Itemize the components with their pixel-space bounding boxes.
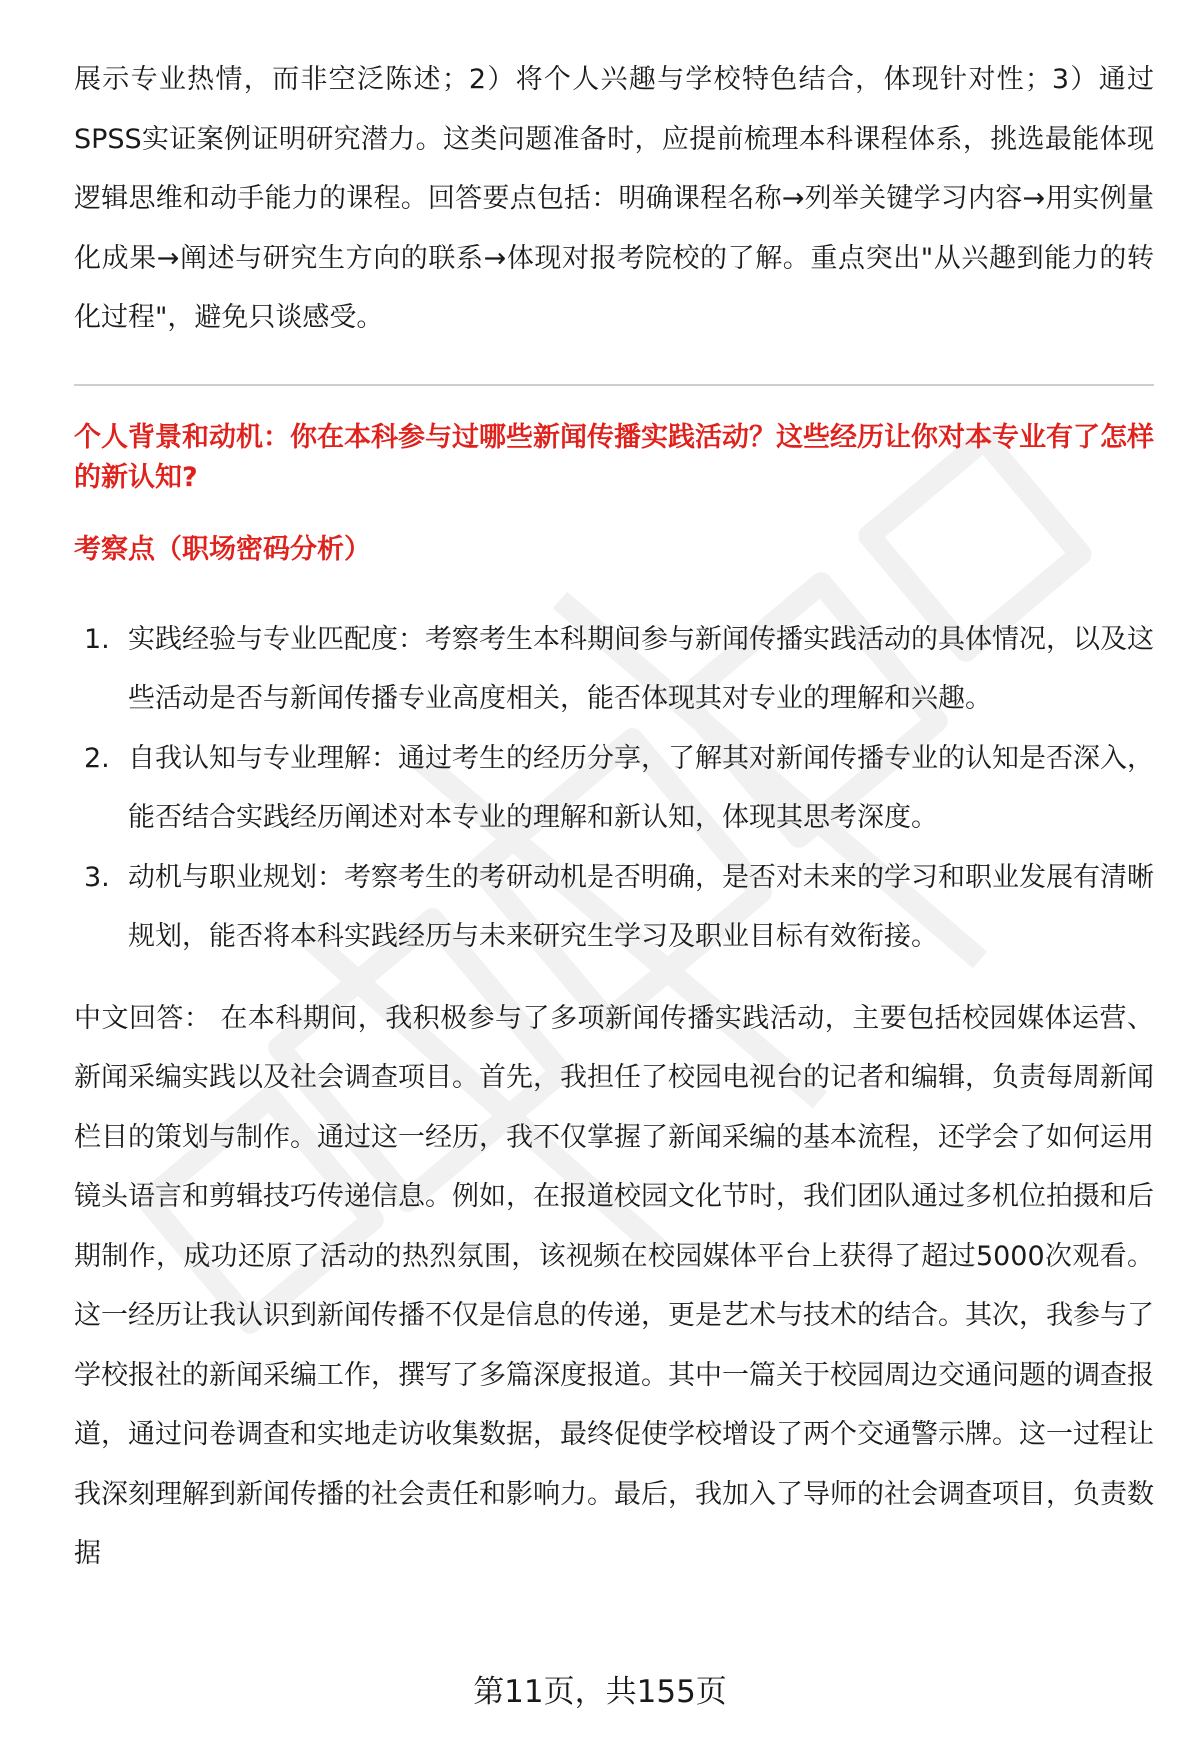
section-divider — [74, 384, 1154, 386]
list-number: 1. — [84, 623, 110, 655]
list-item — [74, 729, 1154, 848]
list-item — [74, 610, 1154, 729]
evaluation-points-list — [74, 610, 1154, 967]
evaluation-points-heading: 考察点（职场密码分析） — [74, 533, 371, 565]
paragraph-top: 展示专业热情，而非空泛陈述；2）将个人兴趣与学校特色结合，体现针对性；3）通过SPSS实证案例证明研究潜力。这类问题准备时，应提前梳理本科课程体系，挑选最能体现逻辑思维和动手能力的课程。回答要点包括：明确课程名称→列举关键学习内容→用实例量化成果→阐述与研究生方向的联系→体现对报考院校的了解。重点突出"从兴趣到能力的转化过程"，避免只谈感受。 — [74, 64, 1154, 333]
list-text: 实践经验与专业匹配度：考察考生本科期间参与新闻传播实践活动的具体情况，以及这些活动是否与新闻传播专业高度相关，能否体现其对专业的理解和兴趣。 — [128, 623, 1154, 714]
list-number: 2. — [84, 742, 110, 774]
list-item — [74, 848, 1154, 967]
page-content — [74, 0, 1154, 1584]
list-text: 动机与职业规划：考察考生的考研动机是否明确，是否对未来的学习和职业发展有清晰规划，能否将本科实践经历与未来研究生学习及职业目标有效衔接。 — [128, 861, 1154, 952]
page-number: 第11页，共155页 — [473, 1674, 727, 1710]
list-number: 3. — [84, 861, 110, 893]
answer-paragraph: 中文回答： 在本科期间，我积极参与了多项新闻传播实践活动，主要包括校园媒体运营、新闻采编实践以及社会调查项目。首先，我担任了校园电视台的记者和编辑，负责每周新闻栏目的策划与制作。通过这一经历，我不仅掌握了新闻采编的基本流程，还学会了如何运用镜头语言和剪辑技巧传递信息。例如，在报道校园文化节时，我们团队通过多机位拍摄和后期制作，成功还原了活动的热烈氛围，该视频在校园媒体平台上获得了超过5000次观看。这一经历让我认识到新闻传播不仅是信息的传递，更是艺术与技术的结合。其次，我参与了学校报社的新闻采编工作，撰写了多篇深度报道。其中一篇关于校园周边交通问题的调查报道，通过问卷调查和实地走访收集数据，最终促使学校增设了两个交通警示牌。这一过程让我深刻理解到新闻传播的社会责任和影响力。最后，我加入了导师的社会调查项目，负责数据 — [74, 1002, 1154, 1569]
list-text: 自我认知与专业理解：通过考生的经历分享，了解其对新闻传播专业的认知是否深入，能否结合实践经历阐述对本专业的理解和新认知，体现其思考深度。 — [128, 742, 1154, 833]
question-heading: 个人背景和动机：你在本科参与过哪些新闻传播实践活动？这些经历让你对本专业有了怎样的新认知? — [74, 421, 1154, 493]
